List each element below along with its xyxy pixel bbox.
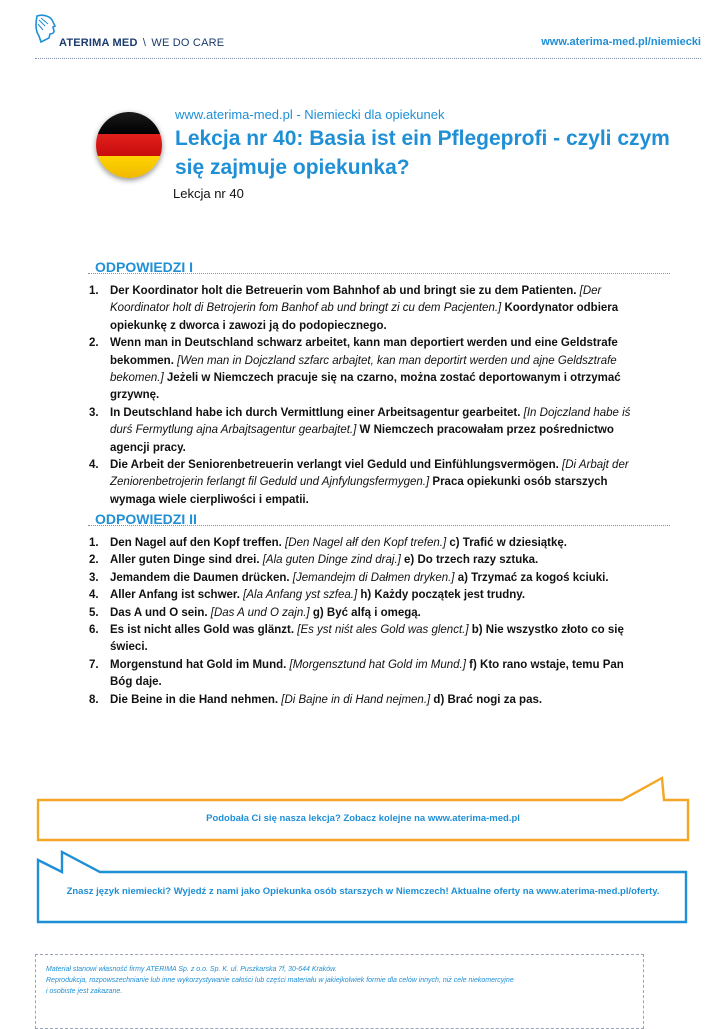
job-offer-link[interactable]: Znasz język niemiecki? Wyjedź z nami jako Opiekunka osób starszych w Niemczech! Aktualne oferty na www.aterima-med.pl/oferty.: [66, 886, 660, 897]
item-number: 2.: [89, 554, 99, 567]
german-phrase: Aller Anfang ist schwer.: [110, 589, 240, 602]
item-number: 6.: [89, 624, 99, 637]
pronunciation: [Das A und O zajn.]: [210, 606, 310, 619]
polish-match: a) Trzymać za kogoś kciuki.: [457, 571, 609, 584]
logo-separator: \: [142, 37, 147, 49]
polish-translation: Jeżeli w Niemczech pracuje się na czarno, można zostać deportowanym i otrzymać grzywnę.: [110, 372, 621, 402]
header-url-link[interactable]: www.aterima-med.pl/niemiecki: [541, 36, 701, 48]
german-sentence: Wenn man in Deutschland schwarz arbeitet, kann man deportiert werden und eine Geldstrafe bekommen.: [110, 337, 618, 367]
copyright-notice: [46, 964, 626, 997]
polish-translation: Koordynator odbiera opiekunkę z dworca i zawozi ją do podopiecznego.: [110, 302, 619, 332]
lesson-promo-link[interactable]: Podobała Ci się nasza lekcja? Zobacz kolejne na www.aterima-med.pl: [206, 813, 520, 824]
item-number: 8.: [89, 693, 99, 706]
lesson-number: Lekcja nr 40: [173, 186, 244, 201]
german-phrase: Jemandem die Daumen drücken.: [110, 571, 290, 584]
item-number: 3.: [89, 406, 99, 419]
item-number: 4.: [89, 459, 99, 472]
polish-match: f) Kto rano wstaje, temu Pan Bóg daje.: [110, 658, 624, 689]
item-number: 7.: [89, 658, 99, 671]
polish-match: e) Do trzech razy sztuka.: [404, 554, 539, 567]
pronunciation: [Ala guten Dinge zind draj.]: [262, 554, 401, 567]
pronunciation: [Morgensztund hat Gold im Mund.]: [289, 658, 466, 671]
pronunciation: [Di Bajne in di Hand nejmen.]: [281, 693, 431, 706]
pronunciation: [Der Koordinator holt di Betrojerin fom Banhof ab und bringt zi cu dem Pacjenten.]: [110, 285, 602, 315]
polish-match: b) Nie wszystko złoto co się świeci.: [110, 624, 624, 654]
item-number: 1.: [89, 537, 99, 549]
pronunciation: [Jemandejm di Dałmen dryken.]: [292, 571, 455, 584]
answers-2-heading: ODPOWIEDZI II: [95, 511, 197, 527]
polish-match: g) Być alfą i omegą.: [312, 606, 421, 619]
copyright-line: Reprodukcja, rozpowszechnianie lub inne wykorzystywanie całości lub części materiału w jakiejkolwiek formie dla celów innych, niż cele niekomercyjne: [46, 977, 514, 984]
item-number: 1.: [89, 285, 99, 297]
german-sentence: Der Koordinator holt die Betreuerin vom Bahnhof ab und bringt sie zu dem Patienten.: [110, 285, 577, 297]
item-number: 4.: [89, 589, 99, 602]
german-phrase: Aller guten Dinge sind drei.: [110, 554, 260, 567]
copyright-line: Materiał stanowi własność firmy ATERIMA Sp. z o.o. Sp. K. ul. Puszkarska 7f, 30-644 Kraków.: [46, 966, 337, 973]
german-sentence: Die Arbeit der Seniorenbetreuerin verlangt viel Geduld und Einfühlungsvermögen.: [110, 459, 559, 472]
pronunciation: [Es yst niśt ales Gold was glenct.]: [297, 624, 469, 637]
german-phrase: Morgenstund hat Gold im Mund.: [110, 658, 287, 671]
polish-translation: Praca opiekunki osób starszych wymaga wiele cierpliwości i empatii.: [110, 476, 608, 506]
pronunciation: [Wen man in Dojczland szfarc arbajtet, kan man deportirt werden und ajne Geldsztrafe bekomen.]: [110, 354, 617, 385]
german-phrase: Das A und O sein.: [110, 606, 208, 619]
lesson-title: Lekcja nr 40: Basia ist ein Pflegeprofi - czyli czym się zajmuje opiekunka?: [175, 127, 670, 179]
polish-translation: W Niemczech pracowałam przez pośrednictwo agencji pracy.: [110, 424, 614, 454]
german-sentence: In Deutschland habe ich durch Vermittlung einer Arbeitsagentur gearbeitet.: [110, 406, 521, 419]
german-phrase: Den Nagel auf den Kopf treffen.: [110, 537, 282, 549]
german-phrase: Es ist nicht alles Gold was glänzt.: [110, 624, 295, 637]
logo-tagline: WE DO CARE: [151, 37, 225, 49]
german-phrase: Die Beine in die Hand nehmen.: [110, 693, 279, 706]
callout-box-orange: [38, 778, 688, 840]
answers-1-heading: ODPOWIEDZI I: [95, 259, 193, 275]
pronunciation: [Den Nagel ałf den Kopf trefen.]: [285, 537, 447, 549]
polish-match: c) Trafić w dziesiątkę.: [449, 537, 567, 549]
copyright-line: i osobiste jest zakazane.: [46, 988, 123, 995]
pronunciation: [In Dojczland habe iś durś Fermytlung ajna Arbajtsagentur gearbajtet.]: [110, 406, 631, 437]
polish-match: d) Brać nogi za pas.: [433, 693, 543, 706]
site-subtitle: www.aterima-med.pl - Niemiecki dla opiekunek: [175, 107, 445, 122]
item-number: 2.: [89, 337, 99, 350]
polish-match: h) Każdy początek jest trudny.: [360, 589, 526, 602]
pronunciation: [Di Arbajt der Zeniorenbetrojerin ferlangt fil Geduld und Ajnfylungsfermygen.]: [110, 459, 629, 489]
item-number: 5.: [89, 606, 99, 619]
pronunciation: [Ala Anfang yst szfea.]: [243, 589, 358, 602]
logo-brand: ATERIMA MED: [59, 37, 138, 49]
item-number: 3.: [89, 571, 99, 584]
